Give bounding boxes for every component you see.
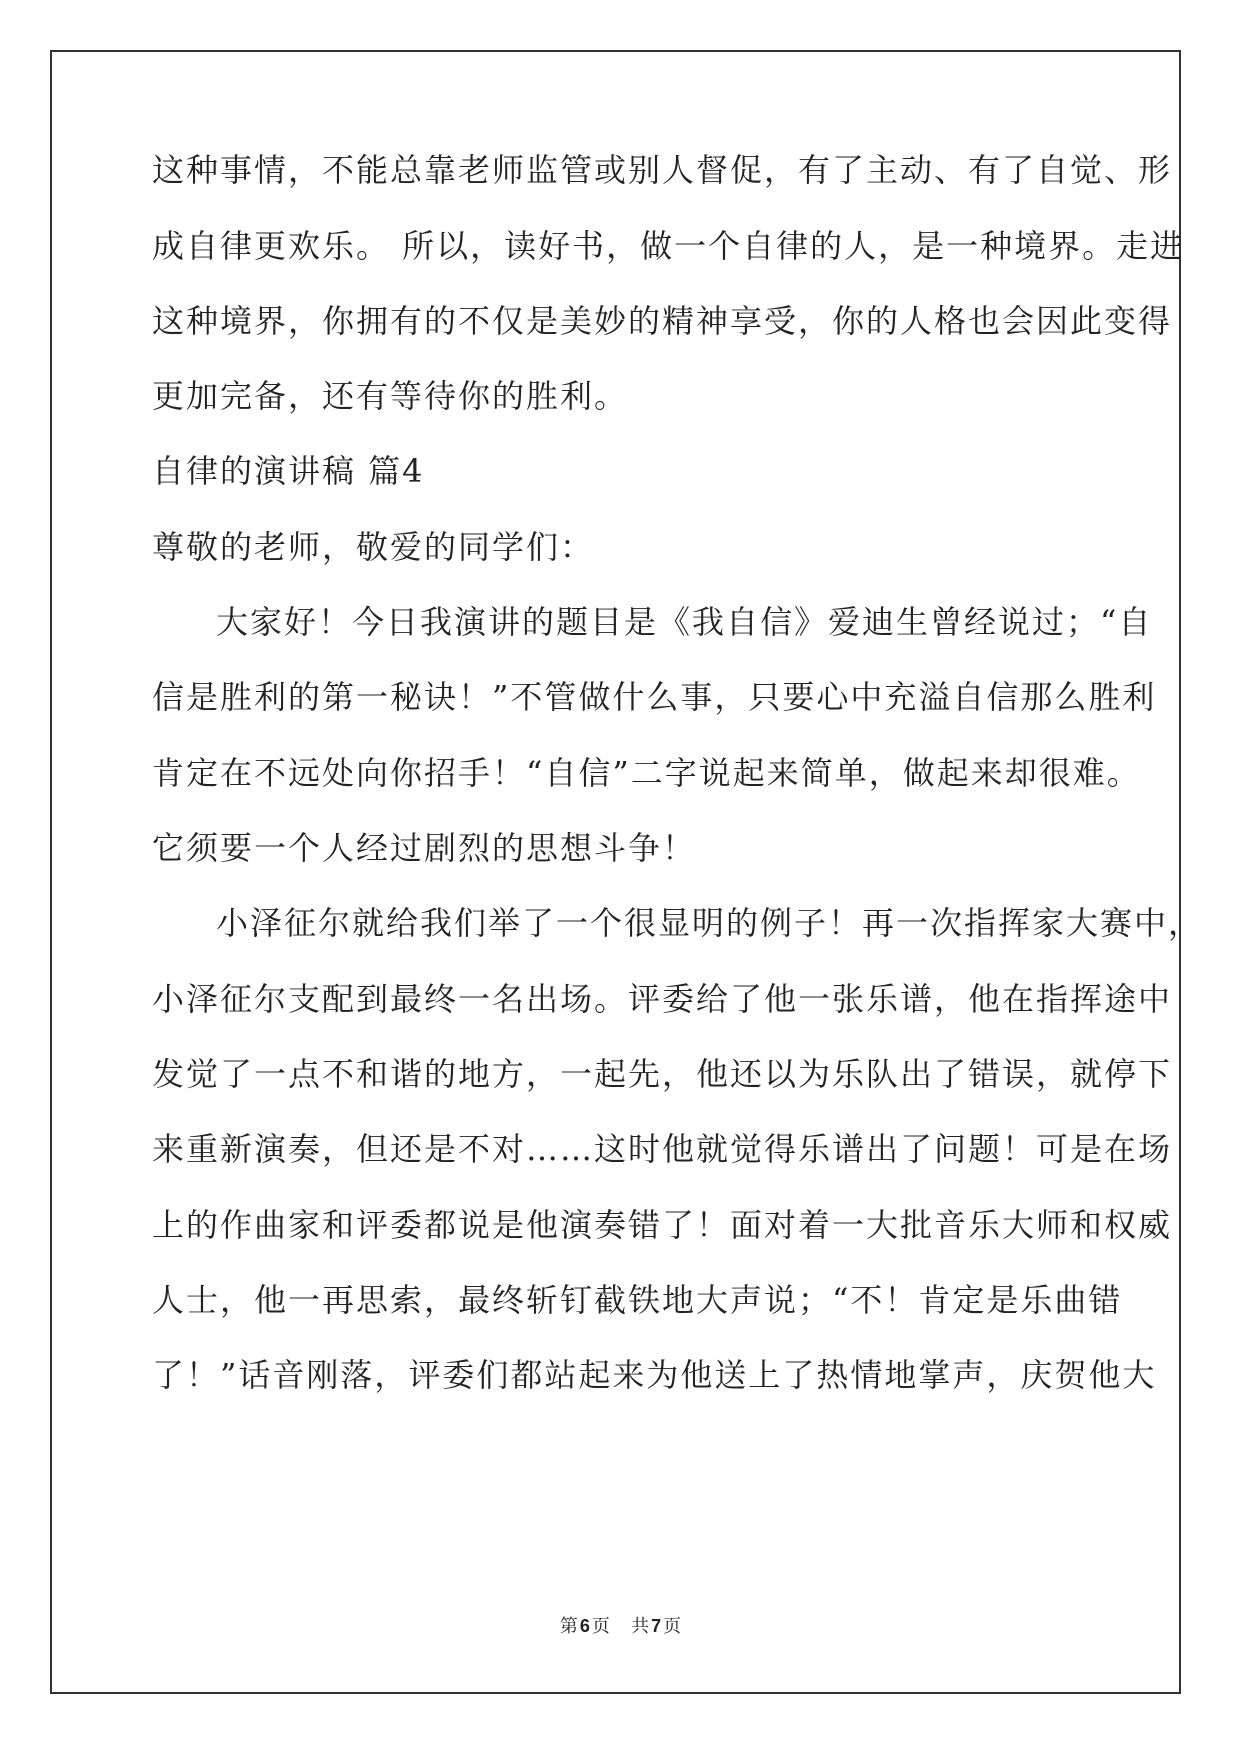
text-line: 这种事情，不能总靠老师监管或别人督促，有了主动、有了自觉、形 [152,151,1173,189]
text-line: 小泽征尔就给我们举了一个很显明的例子！再一次指挥家大赛中， [216,904,1203,942]
text-line: 成自律更欢乐。 所以，读好书，做一个自律的人，是一种境界。走进 [152,227,1185,265]
text-line: 肯定在不远处向你招手！“自信”二字说起来简单，做起来却很难。 [152,754,1141,792]
footer-page-suffix: 页 [591,1616,610,1637]
text-line: 信是胜利的第一秘诀！”不管做什么事，只要心中充溢自信那么胜利 [152,678,1157,716]
text-line: 了！”话音刚落，评委们都站起来为他送上了热情地掌声，庆贺他大 [152,1356,1157,1394]
text-line: 来重新演奏，但还是不对……这时他就觉得乐谱出了问题！可是在场 [152,1130,1173,1168]
footer-prefix: 第 [559,1616,578,1637]
greeting: 尊敬的老师，敬爱的同学们： [152,528,595,566]
page-footer [0,1612,1241,1638]
text-line: 上的作曲家和评委都说是他演奏错了！面对着一大批音乐大师和权威 [152,1206,1173,1244]
section-heading: 自律的演讲稿 篇4 [152,452,425,490]
footer-page-number: 6 [579,1616,590,1636]
text-line: 人士，他一再思索，最终斩钉截铁地大声说；“不！肯定是乐曲错 [152,1281,1123,1319]
text-line: 发觉了一点不和谐的地方，一起先，他还以为乐队出了错误，就停下 [152,1055,1173,1093]
text-line: 小泽征尔支配到最终一名出场。评委给了他一张乐谱，他在指挥途中 [152,980,1173,1018]
footer-total-prefix: 共 [631,1616,650,1637]
text-line: 这种境界，你拥有的不仅是美妙的精神享受，你的人格也会因此变得 [152,302,1173,340]
text-line: 大家好！今日我演讲的题目是《我自信》爱迪生曾经说过；“自 [216,603,1153,641]
page-border [50,50,1203,1694]
footer-total-suffix: 页 [663,1616,682,1637]
footer-total-pages: 7 [651,1616,662,1636]
text-line: 它须要一个人经过剧烈的思想斗争！ [152,829,697,867]
text-line: 更加完备，还有等待你的胜利。 [152,377,629,415]
